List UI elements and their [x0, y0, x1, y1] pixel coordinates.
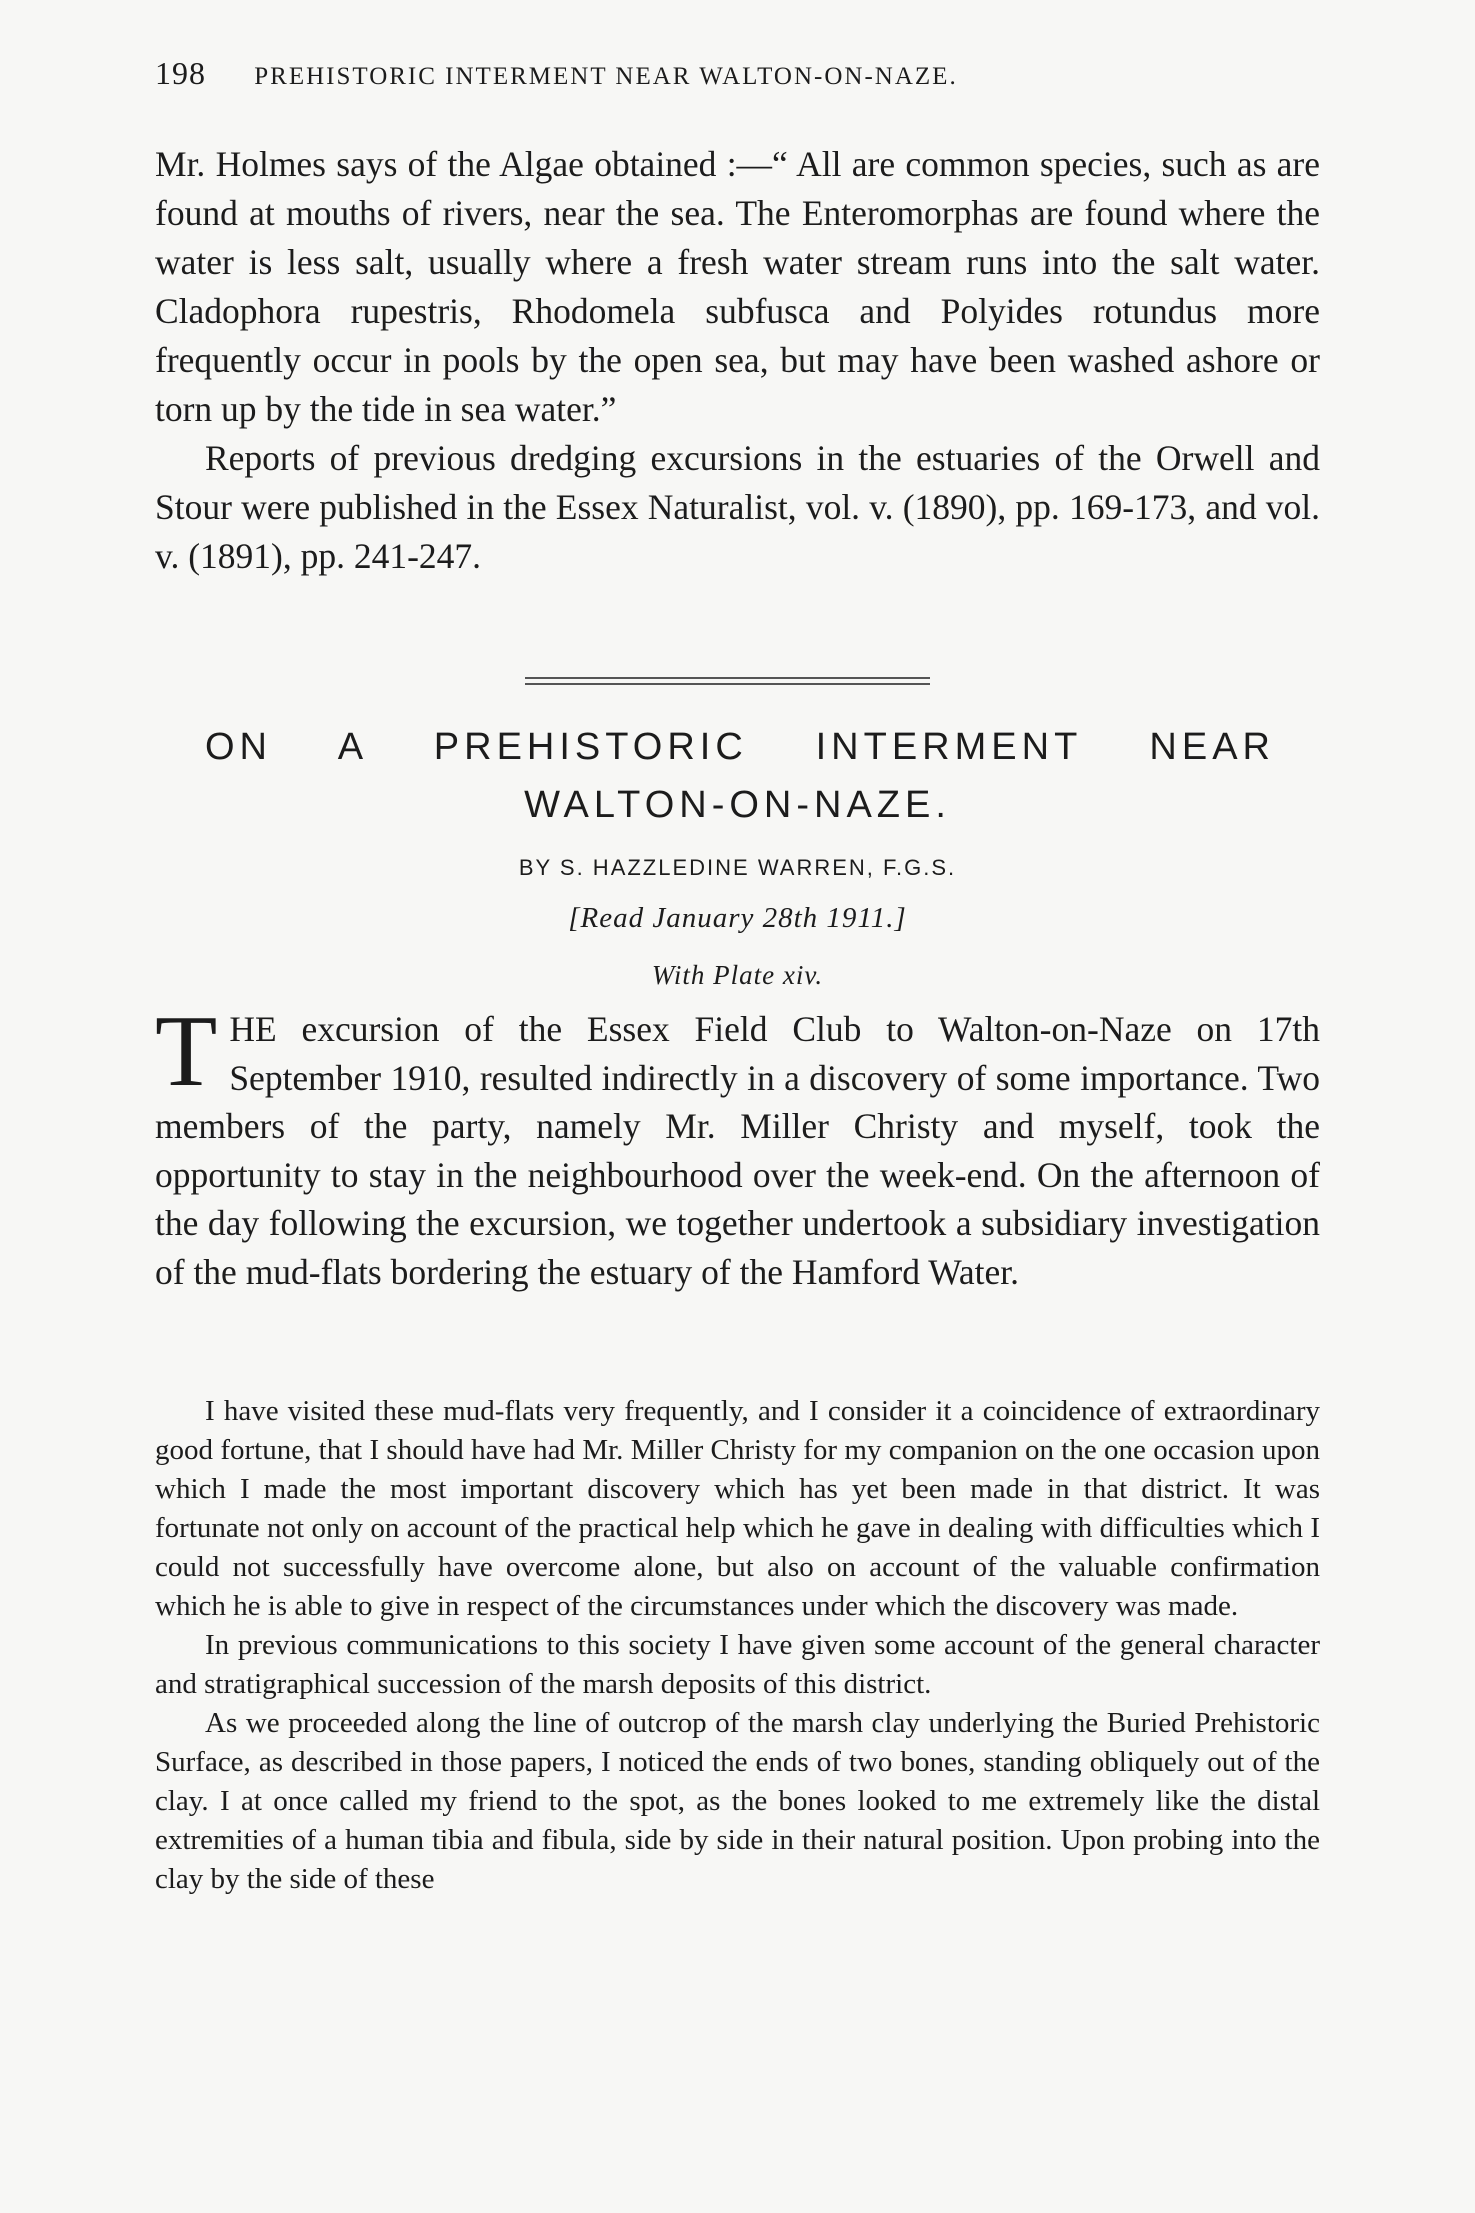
article-title-line-1: ON A PREHISTORIC INTERMENT NEAR [205, 726, 1275, 768]
article-body [155, 1392, 1320, 1899]
body-paragraph-fortune: I have visited these mud-flats very frequently, and I consider it a coincidence of extraordinary good fortune, that I should have had Mr. Miller Christy for my companion on the one occasion upon which I made the most important discovery which has yet been made in that district. It was fortunate not only on account of the practical help which he gave in dealing with difficulties which I could not successfully have overcome alone, but also on account of the valuable confirmation which he is able to give in respect of the circumstances under which the discovery was made. [155, 1395, 1320, 1622]
section-divider-top [525, 677, 930, 679]
body-paragraph-discovery: As we proceeded along the line of outcrop of the marsh clay underlying the Buried Prehistoric Surface, as described in those papers, I noticed the ends of two bones, standing obliquely out of the clay. I at once called my friend to the spot, as the bones looked to me extremely like the distal extremities of a human tibia and fibula, side by side in their natural position. Upon probing into the clay by the side of these [155, 1707, 1320, 1895]
dredging-reports-paragraph: Reports of previous dredging excursions in the estuaries of the Orwell and Stour were published in the Essex Naturalist, vol. v. (1890), pp. 169-173, and vol. v. (1891), pp. 241-247. [155, 438, 1320, 576]
article-title-line-2: WALTON-ON-NAZE. [524, 784, 951, 826]
page-number: 198 [155, 55, 206, 91]
author-byline: BY S. HAZZLEDINE WARREN, F.G.S. [518, 855, 957, 880]
running-header [155, 55, 1325, 92]
algae-quote-paragraph: Mr. Holmes says of the Algae obtained :—“ All are common species, such as are found at mouths of rivers, near the sea. The Enteromorphas are found where the water is less salt, usually where a fresh water stream runs into the salt water. Cladophora rupestris, Rhodomela subfusca and Polyides rotundus more frequently occur in pools by the open sea, but may have been washed ashore or torn up by the tide in sea water.” [155, 144, 1320, 429]
section-divider-bottom [525, 683, 930, 685]
drop-cap: T [155, 995, 218, 1108]
body-paragraph-previous-communications: In previous communications to this society I have given some account of the general character and stratigraphical succession of the marsh deposits of this district. [155, 1629, 1320, 1700]
plate-reference: With Plate xiv. [651, 960, 824, 990]
article-title [155, 718, 1320, 834]
read-date: [Read January 28th 1911.] [568, 902, 907, 934]
article-intro [155, 995, 1320, 1296]
intro-text: HE excursion of the Essex Field Club to Walton-on-Naze on 17th September 1910, resulted indirectly in a discovery of some importance. Two members of the party, namely Mr. Miller Christy and myself, took the opportunity to stay in the neighbourhood over the week-end. On the afternoon of the day following the excursion, we together undertook a subsidiary investigation of the mud-flats bordering the estuary of the Hamford Water. [155, 1009, 1320, 1292]
running-title: PREHISTORIC INTERMENT NEAR WALTON-ON-NAZE. [254, 63, 958, 90]
previous-article-text [155, 140, 1320, 581]
intro-paragraph [155, 995, 1320, 1296]
